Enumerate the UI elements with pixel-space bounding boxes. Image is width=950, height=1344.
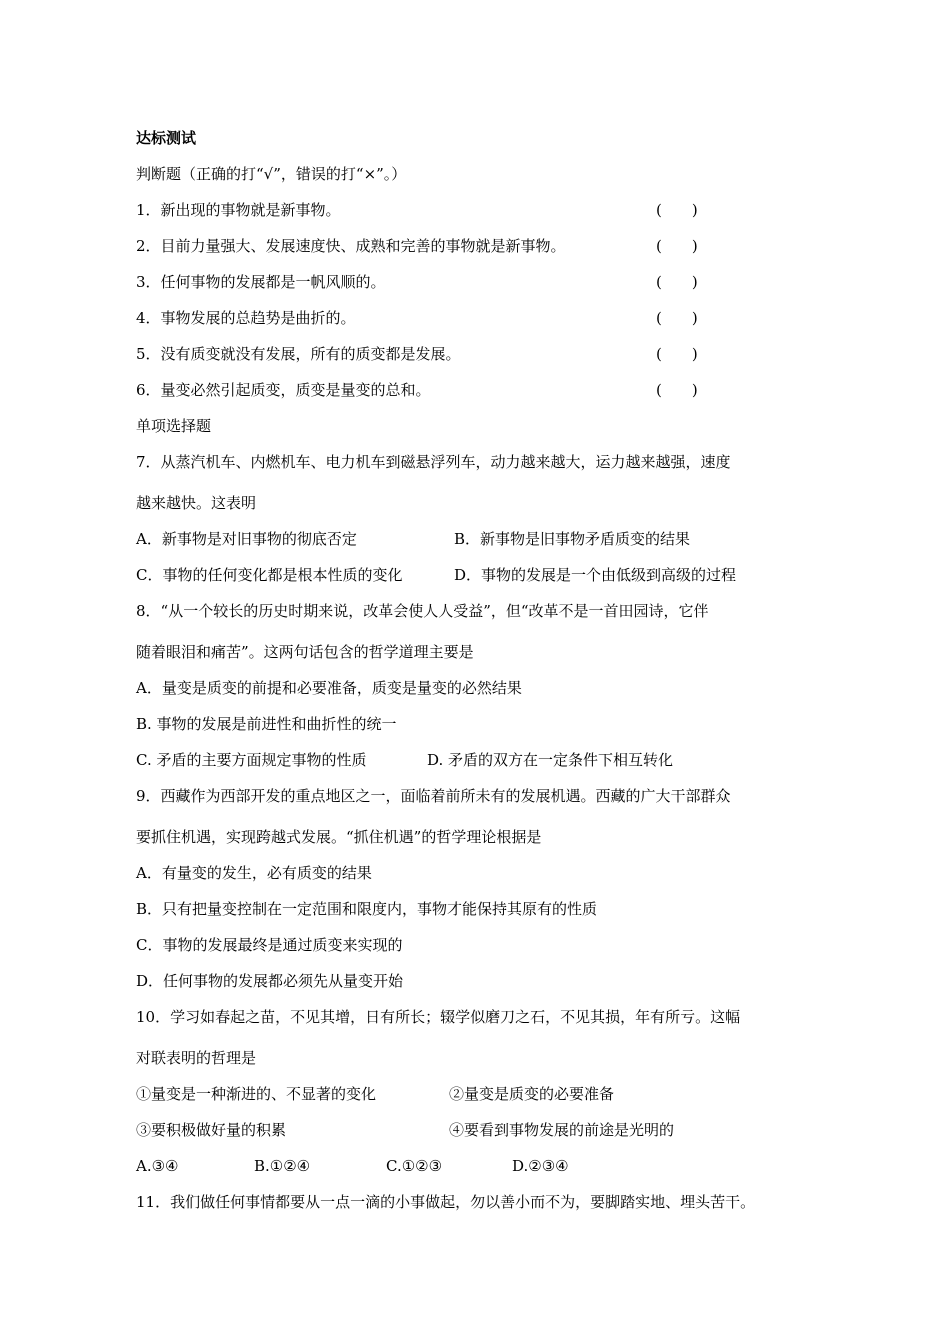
judge-section-heading: 判断题（正确的打“√”，错误的打“×”。） — [136, 165, 407, 183]
q7-stem-line1: 7．从蒸汽机车、内燃机车、电力机车到磁悬浮列车，动力越来越大，运力越来越强，速度 — [136, 453, 731, 471]
judge-item-1: 1．新出现的事物就是新事物。 — [136, 201, 341, 219]
answer-blank-3: ( ) — [656, 273, 698, 291]
q8-option-d: D. 矛盾的双方在一定条件下相互转化 — [427, 751, 674, 769]
q7-stem-line2: 越来越快。这表明 — [136, 494, 257, 512]
q10-stem-line2: 对联表明的哲理是 — [136, 1049, 257, 1067]
judge-item-5: 5．没有质变就没有发展，所有的质变都是发展。 — [136, 345, 461, 363]
q8-option-a: A．量变是质变的前提和必要准备，质变是量变的必然结果 — [136, 679, 522, 697]
q8-option-c: C. 矛盾的主要方面规定事物的性质 — [136, 751, 367, 769]
answer-blank-4: ( ) — [656, 309, 698, 327]
judge-item-6: 6．量变必然引起质变，质变是量变的总和。 — [136, 381, 431, 399]
answer-blank-6: ( ) — [656, 381, 698, 399]
judge-item-2: 2．目前力量强大、发展速度快、成熟和完善的事物就是新事物。 — [136, 237, 566, 255]
q7-option-a: A．新事物是对旧事物的彻底否定 — [136, 530, 357, 548]
q9-option-b: B．只有把量变控制在一定范围和限度内，事物才能保持其原有的性质 — [136, 900, 598, 918]
judge-item-3: 3．任何事物的发展都是一帆风顺的。 — [136, 273, 386, 291]
section-title: 达标测试 — [136, 129, 197, 147]
q10-statement-4: ④要看到事物发展的前途是光明的 — [449, 1121, 675, 1139]
q9-option-d: D．任何事物的发展都必须先从量变开始 — [136, 972, 404, 990]
q7-option-b: B．新事物是旧事物矛盾质变的结果 — [454, 530, 691, 548]
q8-stem-line2: 随着眼泪和痛苦”。这两句话包含的哲学道理主要是 — [136, 643, 474, 661]
q8-option-b: B. 事物的发展是前进性和曲折性的统一 — [136, 715, 397, 733]
q9-option-a: A．有量变的发生，必有质变的结果 — [136, 864, 372, 882]
answer-blank-2: ( ) — [656, 237, 698, 255]
q7-option-d: D．事物的发展是一个由低级到高级的过程 — [454, 566, 737, 584]
single-choice-heading: 单项选择题 — [136, 417, 212, 435]
q9-option-c: C．事物的发展最终是通过质变来实现的 — [136, 936, 403, 954]
judge-item-4: 4．事物发展的总趋势是曲折的。 — [136, 309, 356, 327]
answer-blank-1: ( ) — [656, 201, 698, 219]
q10-option-d: D.②③④ — [512, 1157, 569, 1175]
q10-stem-line1: 10．学习如春起之苗，不见其增，日有所长；辍学似磨刀之石，不见其损，年有所亏。这幅 — [136, 1008, 741, 1026]
answer-blank-5: ( ) — [656, 345, 698, 363]
q10-statement-1: ①量变是一种渐进的、不显著的变化 — [136, 1085, 377, 1103]
q10-option-c: C.①②③ — [386, 1157, 443, 1175]
q9-stem-line1: 9．西藏作为西部开发的重点地区之一，面临着前所未有的发展机遇。西藏的广大干部群众 — [136, 787, 731, 805]
q9-stem-line2: 要抓住机遇，实现跨越式发展。“抓住机遇”的哲学理论根据是 — [136, 828, 542, 846]
q10-statement-3: ③要积极做好量的积累 — [136, 1121, 287, 1139]
q10-option-b: B.①②④ — [254, 1157, 311, 1175]
q7-option-c: C．事物的任何变化都是根本性质的变化 — [136, 566, 403, 584]
q11-stem-line1: 11．我们做任何事情都要从一点一滴的小事做起，勿以善小而不为，要脚踏实地、埋头苦干。 — [136, 1193, 756, 1211]
q10-option-a: A.③④ — [136, 1157, 179, 1175]
q8-stem-line1: 8．“从一个较长的历史时期来说，改革会使人人受益”，但“改革不是一首田园诗，它伴 — [136, 602, 709, 620]
q10-statement-2: ②量变是质变的必要准备 — [449, 1085, 615, 1103]
